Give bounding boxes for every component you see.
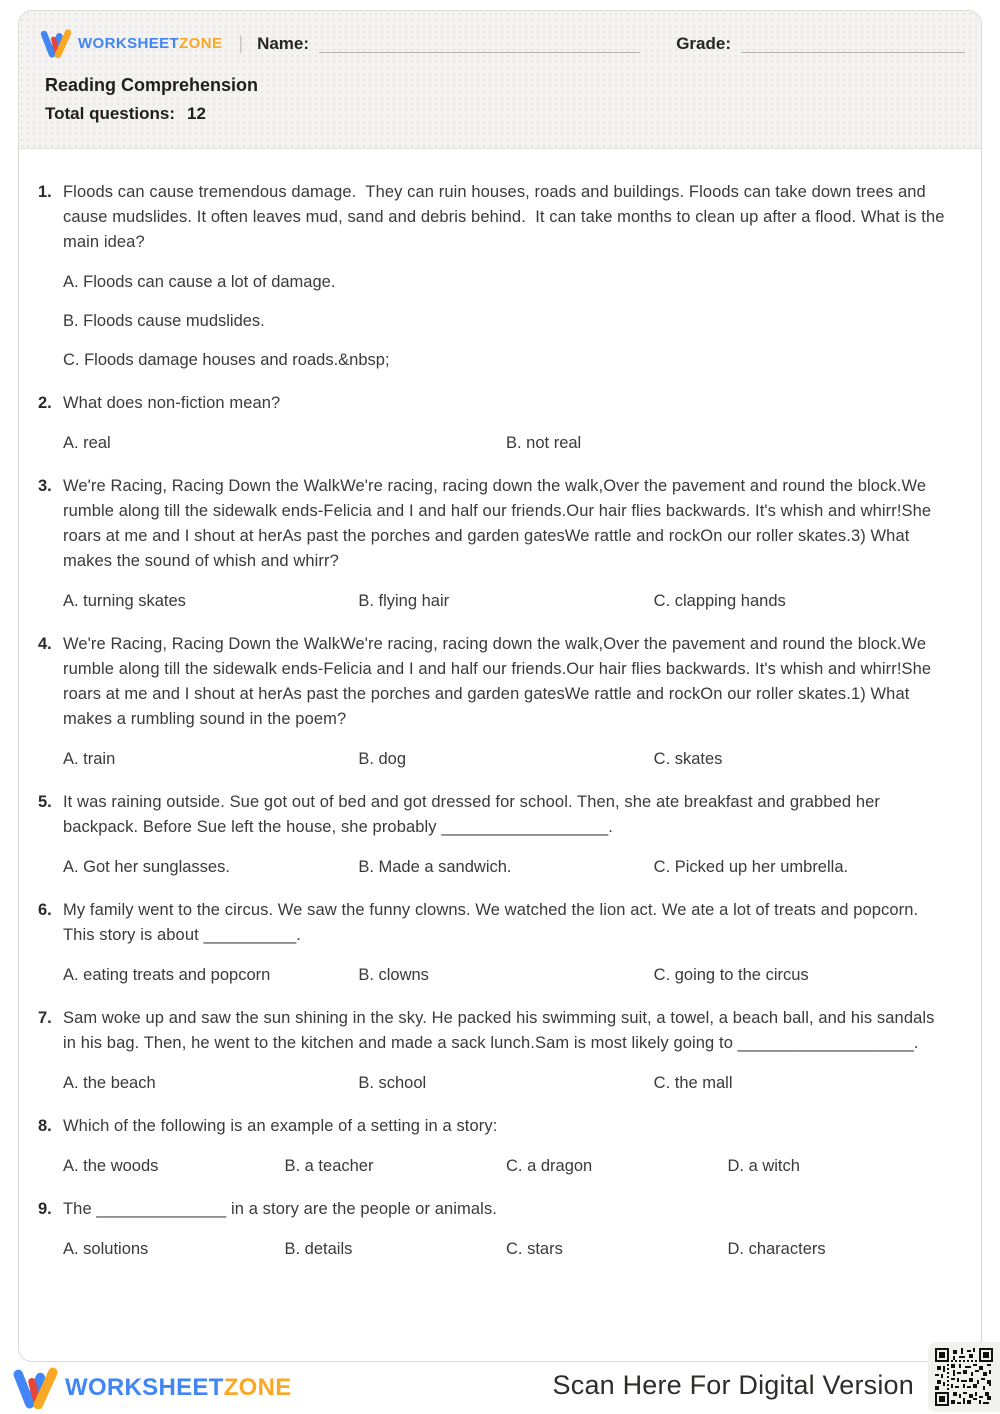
brand-name	[78, 35, 222, 52]
option-c: C. going to the circus	[653, 966, 809, 984]
question-text: We're Racing, Racing Down the WalkWe're racing, racing down the walk,Over the pavement and round the block.We rumble along till the sidewalk ends-Felicia and I and half our friends.Our hair flies backwards. It's whish and whirr!She roars at me and I shout at herAs past the porches and garden gatesWe rattle and rockOn our roller skates.3) What makes the sound of whish and whirr?	[63, 477, 936, 570]
question-text: We're Racing, Racing Down the WalkWe're racing, racing down the walk,Over the pavement and round the block.We rumble along till the sidewalk ends-Felicia and I and half our friends.Our hair flies backwards. It's whish and whirr!She roars at me and I shout at herAs past the porches and garden gatesWe rattle and rockOn our roller skates.1) What makes a rumbling sound in the poem?	[63, 635, 936, 728]
footer-brand-name	[65, 1374, 292, 1402]
options-list	[63, 747, 949, 772]
option-b: B. clowns	[358, 966, 429, 984]
option-c: C. Picked up her umbrella.	[653, 858, 849, 876]
question-9	[38, 1197, 949, 1262]
question-5	[38, 790, 949, 880]
question-3	[38, 474, 949, 614]
worksheet-card	[18, 10, 982, 1362]
question-4	[38, 632, 949, 772]
option-b: B. flying hair	[358, 592, 450, 610]
question-text: What does non-fiction mean?	[63, 394, 281, 412]
option-b: B. school	[358, 1074, 427, 1092]
option-c: C. the mall	[653, 1074, 733, 1092]
question-8	[38, 1114, 949, 1179]
question-number: 7.	[38, 1009, 52, 1027]
option-a: A. solutions	[63, 1240, 149, 1258]
page-title: Reading Comprehension	[45, 75, 259, 95]
option-a: A. Got her sunglasses.	[63, 858, 230, 876]
question-number: 9.	[38, 1200, 52, 1218]
grade-blank-line	[741, 35, 965, 53]
question-text: Floods can cause tremendous damage. They can ruin houses, roads and buildings. Floods can take down trees and cause mudslides. It often leaves mud, sand and debris behind. It can take months to clean up after a flood. What is the main idea?	[63, 183, 950, 251]
worksheet-header	[19, 11, 981, 149]
question-1	[38, 180, 949, 373]
qr-code	[928, 1342, 1000, 1412]
option-b: B. a teacher	[284, 1157, 374, 1175]
option-c: C. clapping hands	[653, 592, 786, 610]
options-list	[63, 1071, 949, 1096]
option-c: C. stars	[506, 1240, 563, 1258]
question-number: 1.	[38, 183, 52, 201]
question-number: 3.	[38, 477, 52, 495]
option-b: B. dog	[358, 750, 407, 768]
option-b: B. details	[284, 1240, 353, 1258]
options-list	[63, 855, 949, 880]
option-a: A. turning skates	[63, 592, 186, 610]
brand-logo	[39, 29, 222, 58]
question-number: 4.	[38, 635, 52, 653]
question-number: 5.	[38, 793, 52, 811]
brand-word-worksheet: WORKSHEET	[78, 35, 180, 52]
option-a: A. Floods can cause a lot of damage.	[63, 273, 336, 291]
option-d: D. a witch	[727, 1157, 800, 1175]
question-text: My family went to the circus. We saw the funny clowns. We watched the lion act. We ate a lot of treats and popcorn. This story is about __________.	[63, 901, 923, 944]
option-b: B. not real	[506, 434, 582, 452]
brand-word-worksheet: WORKSHEET	[65, 1374, 224, 1401]
option-a: A. the woods	[63, 1157, 159, 1175]
option-a: A. real	[63, 434, 111, 452]
worksheetzone-logo-icon	[39, 29, 71, 58]
option-b: B. Made a sandwich.	[358, 858, 512, 876]
question-2	[38, 391, 949, 456]
header-row	[39, 29, 965, 58]
options-list	[63, 1237, 949, 1262]
total-questions	[45, 104, 965, 124]
options-list	[63, 963, 949, 988]
scan-here-text: Scan Here For Digital Version	[552, 1370, 914, 1400]
questions-area	[19, 149, 981, 1262]
question-text: Sam woke up and saw the sun shining in the sky. He packed his swimming suit, a towel, a beach ball, and his sandals in his bag. Then, he went to the kitchen and made a sack lunch.Sam is most likely going to ___________________.	[63, 1009, 940, 1052]
options-list	[63, 270, 949, 373]
grade-label: Grade:	[676, 33, 731, 53]
option-a: A. train	[63, 750, 116, 768]
brand-word-zone: ZONE	[179, 35, 223, 52]
option-c: C. Floods damage houses and roads.&nbsp;	[63, 351, 390, 369]
option-a: A. the beach	[63, 1074, 156, 1092]
brand-word-zone: ZONE	[223, 1374, 292, 1401]
question-number: 8.	[38, 1117, 52, 1135]
option-c: C. skates	[653, 750, 723, 768]
page-footer	[10, 1362, 1000, 1414]
total-questions-value: 12	[187, 104, 206, 123]
name-blank-line	[319, 35, 640, 53]
option-b: B. Floods cause mudslides.	[63, 312, 265, 330]
option-a: A. eating treats and popcorn	[63, 966, 271, 984]
question-number: 2.	[38, 394, 52, 412]
question-text: Which of the following is an example of a setting in a story:	[63, 1117, 498, 1135]
question-7	[38, 1006, 949, 1096]
question-number: 6.	[38, 901, 52, 919]
question-text: It was raining outside. Sue got out of bed and got dressed for school. Then, she ate breakfast and grabbed her backpack. Before Sue left the house, she probably __________________.	[63, 793, 885, 836]
name-label: Name:	[257, 33, 310, 53]
options-list	[63, 431, 949, 456]
question-6	[38, 898, 949, 988]
worksheetzone-logo-icon	[10, 1367, 58, 1409]
header-divider: |	[238, 33, 244, 53]
option-d: D. characters	[727, 1240, 826, 1258]
footer-brand-logo	[10, 1367, 292, 1409]
option-c: C. a dragon	[506, 1157, 593, 1175]
question-text: The ______________ in a story are the people or animals.	[63, 1200, 497, 1218]
options-list	[63, 1154, 949, 1179]
options-list	[63, 589, 949, 614]
total-questions-label: Total questions:	[45, 104, 176, 123]
